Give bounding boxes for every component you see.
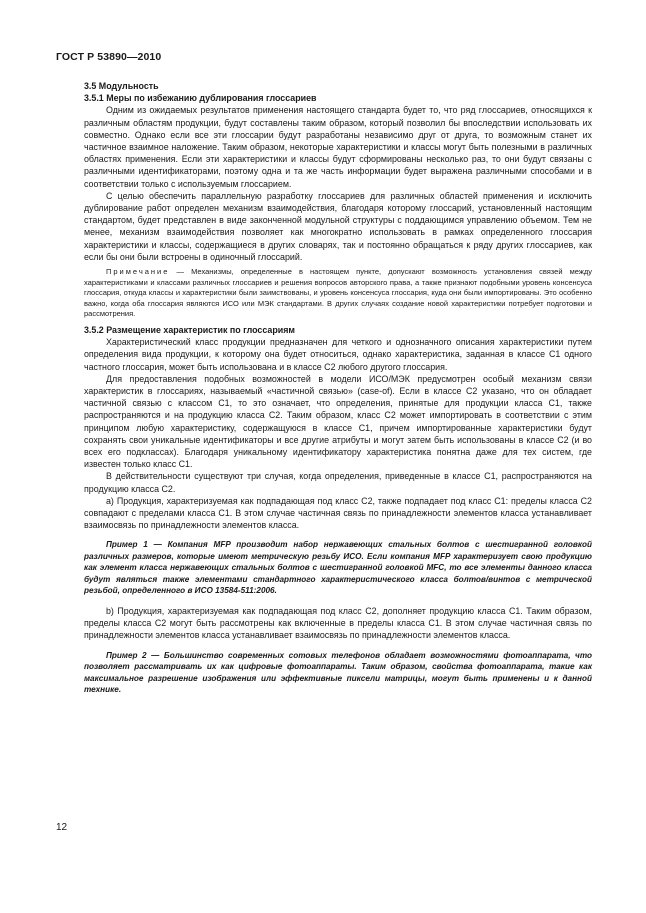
- paragraph: b) Продукция, характеризуемая как подпадающая под класс С2, дополняет продукцию класса С1. Таким образом, пределы класса С2 могут быть рассмотрены как включенные в пределы класса С1. В этом случае частичная связь по принадлежности элементов класса устанавливает взаимосвязь по принадлежности элементов класса.: [84, 605, 592, 641]
- example-1: Пример 1 — Компания MFP производит набор нержавеющих стальных болтов с шестигранной головкой различных размеров, которые имеют метрическую резьбу ИСО. Если компания MFP характеризует свою продукцию как элемент класса нержавеющих стальных болтов с шестигранной головкой MFC, то все элементы данного класса будут являться также элементами стандартного характеристического класса болтов/винтов с метрической резьбой, определенного в ИСО 13584-511:2006.: [84, 540, 592, 596]
- paragraph: Характеристический класс продукции предназначен для четкого и однозначного описания характеристики путем определения вида продукции, к которому она будет относиться, однако характеристика, заданная в классе С1 одного частного глоссария, может быть использована и в классе С2 любого другого глоссария.: [84, 337, 592, 372]
- section-heading-3-5-1: 3.5.1 Меры по избежанию дублирования глоссариев: [84, 93, 317, 104]
- note-label: Примечание: [106, 267, 170, 277]
- section-heading-3-5-2: 3.5.2 Размещение характеристик по глоссариям: [84, 325, 295, 336]
- note: [84, 267, 592, 320]
- document-body: [84, 80, 592, 704]
- section-heading-3-5: 3.5 Модульность: [84, 81, 159, 91]
- example-2: Пример 2 — Большинство современных сотовых телефонов обладает возможностями фотоаппарата, что позволяет рассматривать их как цифровые фотоаппараты. Таким образом, свойства фотоаппарата, такие как максимальное разрешение изображения или эффективные пиксели матрицы, могут быть применены и к данной технике.: [84, 650, 592, 695]
- note-text: — Механизмы, определенные в настоящем пункте, допускают возможность установления связей между характеристиками и классами различных глоссариев и решения вопросов авторского права, а также признают подобными уровень консенсуса глоссария, откуда классы и характеристики были заимствованы, и уровень консенсуса глоссария, куда они были импортированы. Это особенно важно, когда оба глоссария являются ИСО или МЭК стандартами. В других случаях создание новой характеристики потребует подготовки и рассмотрения.: [84, 267, 592, 319]
- paragraph: Для предоставления подобных возможностей в модели ИСО/МЭК предусмотрен особый механизм связи характеристик в глоссариях, называемый «частичной связью» (case-of). Если в классе С2 указано, что он обладает частичной связью с классом С1, то это означает, что определения, принятые для продукции класса С1, также распространяются и на продукцию класса С2. Таким образом, класс С2 может импортировать в соответствии с этим принципом любую характеристику, содержащуюся в классе С1, причем импортированные характеристики будут сохранять свои уникальные идентификаторы и все другие атрибуты и могут затем быть использованы в классе С2 (и во всех его подклассах). Благодаря уникальному идентификатору характеристика понятна даже для тех систем, где известен только класс С1.: [84, 373, 592, 470]
- paragraph: В действительности существуют три случая, когда определения, приведенные в классе С1, распространяются на продукцию класса С2.: [84, 471, 592, 494]
- paragraph: Одним из ожидаемых результатов применения настоящего стандарта будет то, что ряд глоссариев, относящихся к различным областям продукции, будут составлены таким образом, который позволил бы впоследствии использовать их совместно. Однако если все эти глоссарии будут разработаны независимо друг от друга, то возможным станет их частичное взаимное наложение. Таким образом, некоторые характеристики и классы могут быть полезными в различных областях применения. Если эти характеристики и классы будут сформированы несколько раз, то они будут связаны с различными идентификаторами, поэтому одна и та же часть информации будет выражена различными способами и в соответствии только с используемым глоссарием.: [84, 105, 592, 189]
- document-header: ГОСТ Р 53890—2010: [56, 51, 162, 63]
- paragraph: С целью обеспечить параллельную разработку глоссариев для различных областей применения и исключить дублирование работ определен механизм взаимодействия, благодаря которому глоссарий, установленный настоящим стандартом, будет представлен в виде законченной модульной структуры с поддающимся управлению объемом. Тем не менее, механизм взаимодействия позволяет как многократно использовать в рамках определенного глоссария характеристики и классы, содержащиеся в других словарях, так и постоянно обращаться к ряду других глоссариев, как если бы они были встроены в одиночный глоссарий.: [84, 190, 592, 262]
- paragraph: a) Продукция, характеризуемая как подпадающая под класс С2, также подпадает под класс С1: пределы класса С2 совпадают с пределами класса С1. В этом случае частичная связь по принадлежности элементов класса устанавливает взаимосвязь по принадлежности элементов класса.: [84, 495, 592, 531]
- page-number: 12: [56, 822, 68, 833]
